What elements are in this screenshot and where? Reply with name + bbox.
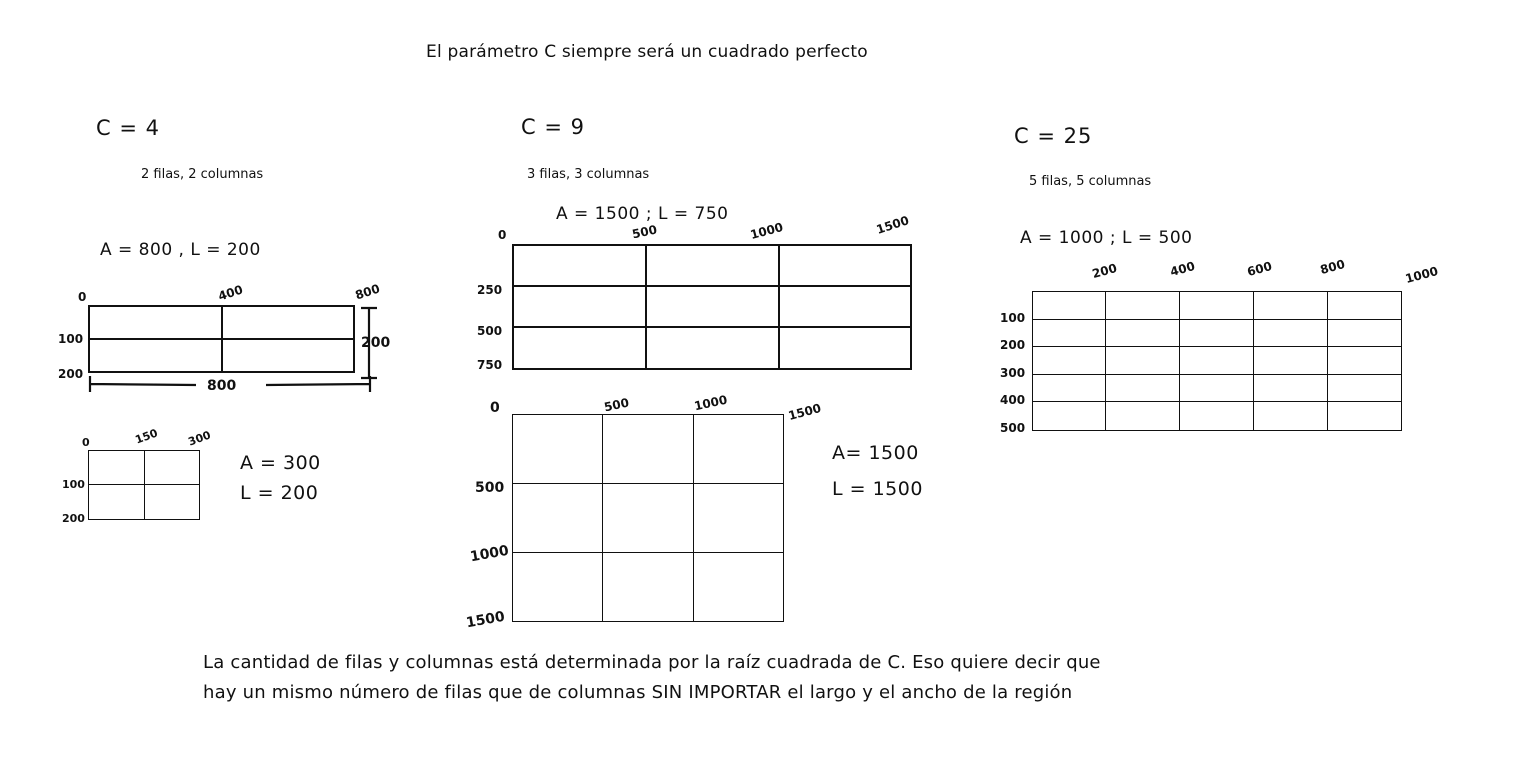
tick-c4-2-y-100: 100 [62, 478, 85, 491]
case-subtitle-c4: 2 filas, 2 columnas [141, 167, 264, 182]
tick-c4-1-x-0: 0 [78, 290, 87, 304]
footer-line-1: La cantidad de filas y columnas está determinada por la raíz cuadrada de C. Eso quiere decir que [203, 652, 1101, 673]
tick-c9-1-x-1500: 1500 [874, 213, 911, 237]
case-c9-example-2-equation-a: A= 1500 [832, 442, 919, 464]
case-heading-c25: C = 25 [1014, 124, 1093, 148]
tick-c25-y-300: 300 [1000, 366, 1026, 380]
case-subtitle-c25: 5 filas, 5 columnas [1029, 174, 1152, 189]
tick-c4-1-y-200: 200 [58, 367, 84, 381]
tick-c4-2-x-150: 150 [133, 426, 160, 447]
tick-c25-x-800: 800 [1318, 256, 1347, 278]
grid-c4-example-1 [88, 305, 355, 373]
tick-c9-1-y-750: 750 [477, 358, 503, 372]
case-c4-example-1-equation: A = 800 , L = 200 [100, 240, 261, 260]
case-c4-example-2-equation-a: A = 300 [240, 452, 321, 474]
tick-c9-2-y-500: 500 [475, 480, 505, 496]
case-heading-c4: C = 4 [96, 116, 160, 140]
height-label-c4-1: 200 [361, 335, 391, 351]
grid-c9-example-1 [512, 244, 912, 370]
tick-c9-1-x-500: 500 [630, 222, 659, 242]
tick-c9-2-x-0: 0 [490, 400, 500, 416]
tick-c9-1-x-1000: 1000 [748, 219, 785, 243]
tick-c9-2-y-1000: 1000 [468, 542, 511, 566]
tick-c9-1-y-500: 500 [477, 324, 503, 338]
footer-line-2: hay un mismo número de filas que de columnas SIN IMPORTAR el largo y el ancho de la región [203, 682, 1073, 703]
tick-c25-x-200: 200 [1090, 260, 1119, 282]
tick-c25-y-200: 200 [1000, 338, 1026, 352]
case-c9-example-1-equation: A = 1500 ; L = 750 [556, 204, 729, 224]
case-c25-example-1-equation: A = 1000 ; L = 500 [1020, 228, 1193, 248]
tick-c25-x-1000: 1000 [1403, 263, 1440, 287]
tick-c9-2-y-1500: 1500 [464, 608, 507, 632]
tick-c25-y-500: 500 [1000, 421, 1026, 435]
case-c9-example-2-equation-l: L = 1500 [832, 478, 923, 500]
page-title: El parámetro C siempre será un cuadrado perfecto [426, 42, 868, 62]
tick-c25-y-100: 100 [1000, 311, 1026, 325]
tick-c25-x-600: 600 [1245, 258, 1274, 280]
tick-c4-1-x-400: 400 [216, 282, 245, 304]
case-heading-c9: C = 9 [521, 115, 585, 139]
case-subtitle-c9: 3 filas, 3 columnas [527, 167, 650, 182]
tick-c4-2-x-0: 0 [82, 436, 90, 449]
tick-c4-1-y-100: 100 [58, 332, 84, 346]
tick-c9-2-x-500: 500 [602, 395, 631, 415]
tick-c4-1-x-800: 800 [353, 281, 382, 303]
grid-c4-example-2 [88, 450, 200, 520]
grid-c9-example-2 [512, 414, 784, 622]
tick-c9-1-y-250: 250 [477, 283, 503, 297]
tick-c9-1-x-0: 0 [498, 228, 507, 242]
tick-c9-2-x-1000: 1000 [692, 392, 729, 414]
tick-c4-2-y-200: 200 [62, 512, 85, 525]
width-label-c4-1: 800 [207, 378, 237, 394]
case-c4-example-2-equation-l: L = 200 [240, 482, 319, 504]
tick-c25-x-400: 400 [1168, 258, 1197, 280]
grid-c25-example-1 [1032, 291, 1402, 431]
tick-c9-2-x-1500: 1500 [786, 400, 823, 424]
tick-c25-y-400: 400 [1000, 393, 1026, 407]
tick-c4-2-x-300: 300 [186, 428, 213, 449]
